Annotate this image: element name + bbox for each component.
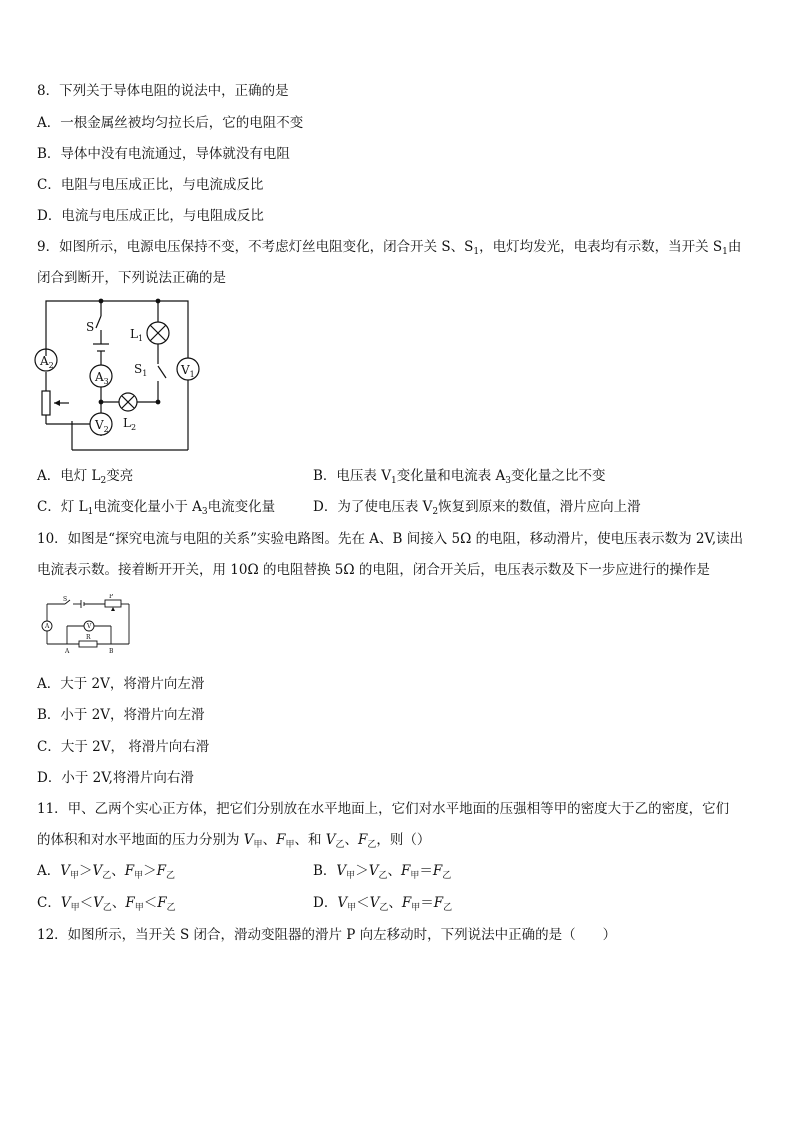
svg-text:L2: $L_2$: [123, 416, 137, 432]
svg-text:A: A: [65, 648, 70, 655]
q10-option-c: C．大于 2V， 将滑片向右滑: [37, 739, 210, 755]
svg-text:S: S: [86, 320, 95, 334]
q8-option-d: D．电流与电压成正比，与电阻成反比: [37, 208, 264, 224]
q10-option-b: B．小于 2V，将滑片向左滑: [37, 707, 205, 723]
q12-stem: 12．如图所示，当开关 S 闭合，滑动变阻器的滑片 P 向左移动时，下列说法中正确的是（ ）: [37, 927, 617, 943]
svg-text:A3: $A_3$: [95, 370, 109, 386]
q10-stem-line1: 10．如图是“探究电流与电阻的关系”实验电路图。先在 A、B 间接入 5Ω 的电阻，移动滑片，使电压表示数为 2V,读出: [37, 531, 744, 547]
q9-option-d: D．为了使电压表 $V_2$恢复到原来的数值，滑片应向上滑: [313, 499, 641, 517]
svg-text:L1: $L_1$: [130, 327, 144, 343]
q11-option-c: C．$V_甲<V_乙$、$F_甲<F_乙$: [37, 895, 176, 913]
q9-stem-line2: 闭合到断开，下列说法正确的是: [37, 270, 226, 286]
svg-text:R: R: [86, 634, 91, 641]
q11-option-b: B．$V_甲>V_乙$、$F_甲=F_乙$: [313, 863, 452, 881]
svg-text:B: B: [109, 648, 114, 655]
q10-circuit-diagram: [37, 594, 137, 656]
svg-text:S: S: [63, 596, 68, 603]
svg-text:A2: $A_2$: [40, 354, 54, 370]
q8-stem: 8．下列关于导体电阻的说法中，正确的是: [37, 83, 289, 99]
q9-option-b: B．电压表 $V_1$变化量和电流表 $A_3$变化量之比不变: [313, 468, 606, 486]
q10-stem-line2: 电流表示数。接着断开开关，用 10Ω 的电阻替换 5Ω 的电阻，闭合开关后，电压表示数及下一步应进行的操作是: [37, 562, 710, 578]
svg-text:V1: $V_1$: [181, 363, 195, 379]
svg-text:P: P: [109, 594, 114, 600]
q9-option-c: C．灯 $L_1$电流变化量小于 $A_3$电流变化量: [37, 499, 276, 517]
svg-text:V2: $V_2$: [95, 418, 109, 434]
q11-option-a: A．$V_甲>V_乙$、$F_甲>F_乙$: [37, 863, 176, 881]
q9-circuit-diagram: [34, 296, 214, 456]
svg-text:A: A: [45, 623, 50, 630]
q11-stem-line1: 11．甲、乙两个实心正方体，把它们分别放在水平地面上，它们对水平地面的压强相等甲的密度大于乙的密度，它们: [37, 801, 730, 817]
q9-option-a: A．电灯 $L_2$变亮: [37, 468, 134, 486]
q10-option-d: D．小于 2V,将滑片向右滑: [37, 770, 194, 786]
q11-stem-line2: 的体积和对水平地面的压力分别为 $V_甲$、$F_甲$、和 $V_乙$、$F_乙$，则（）: [37, 832, 431, 850]
q8-option-a: A．一根金属丝被均匀拉长后，它的电阻不变: [37, 115, 304, 131]
q8-option-b: B．导体中没有电流通过，导体就没有电阻: [37, 146, 290, 162]
q9-stem-line1: 9．如图所示，电源电压保持不变，不考虑灯丝电阻变化，闭合开关 S、$S_1$，电灯均发光，电表均有示数，当开关 $S_1$由: [37, 239, 742, 257]
svg-text:V: V: [87, 623, 92, 630]
svg-text:S1: $S_1$: [134, 362, 148, 378]
q11-option-d: D．$V_甲<V_乙$、$F_甲=F_乙$: [313, 895, 453, 913]
q8-option-c: C．电阻与电压成正比，与电流成反比: [37, 177, 264, 193]
q10-option-a: A．大于 2V，将滑片向左滑: [37, 676, 205, 692]
